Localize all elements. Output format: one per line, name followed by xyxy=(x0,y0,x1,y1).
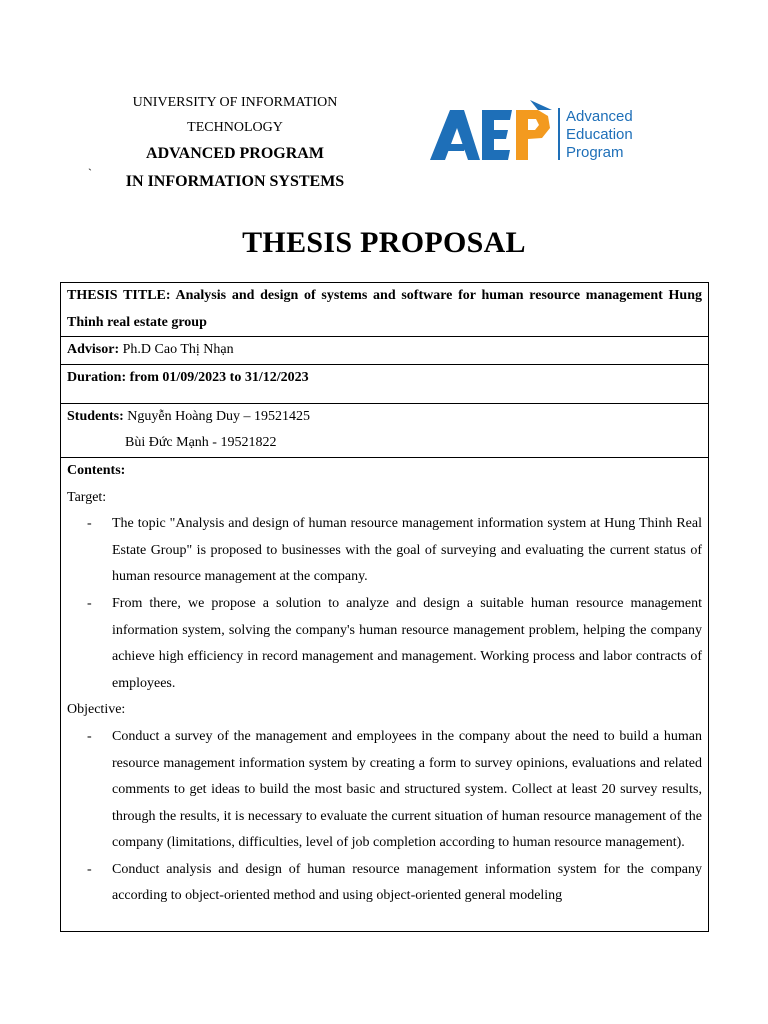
table-row-duration xyxy=(61,364,709,403)
list-item xyxy=(67,857,702,910)
objective-list xyxy=(67,724,702,910)
document-title: THESIS PROPOSAL xyxy=(242,226,526,259)
university-name-line2: TECHNOLOGY xyxy=(187,120,283,135)
thesis-title-label: THESIS TITLE: xyxy=(67,288,171,303)
logo-text-line2: Education xyxy=(566,126,633,143)
table-row-advisor xyxy=(61,337,709,365)
list-item xyxy=(67,591,702,697)
target-list xyxy=(67,511,702,697)
logo-text-line1: Advanced xyxy=(566,108,633,125)
advisor-value: Ph.D Cao Thị Nhạn xyxy=(122,342,234,358)
aep-logo xyxy=(430,98,650,164)
objective-item-1: Conduct a survey of the management and employees in the company about the need to build a human resource management information system by creating a form to survey opinions, evaluations and related comments to get ideas to build the most basic and structured system. Collect at least 20 survey results, through the results, it is necessary to evaluate the current situation of human resource management of the company (limitations, difficulties, level of job completion according to human resource management). xyxy=(112,728,702,851)
program-name-line2: IN INFORMATION SYSTEMS xyxy=(125,173,345,190)
table-row-contents xyxy=(61,457,709,931)
list-item xyxy=(67,724,702,857)
advisor-label: Advisor: xyxy=(67,342,120,358)
students-label: Students: xyxy=(67,408,124,424)
logo-text-line3: Program xyxy=(566,144,624,161)
stray-tick-mark: ` xyxy=(88,166,92,180)
student-2: Bùi Đức Mạnh - 19521822 xyxy=(125,435,277,451)
target-label: Target: xyxy=(67,489,107,505)
target-item-2: From there, we propose a solution to analyze and design a suitable human resource management information system, solving the company's human resource management problem, helping the company achieve high efficiency in record management and management. Working process and labor contracts of employees. xyxy=(112,595,702,691)
university-header xyxy=(100,90,370,196)
list-item xyxy=(67,511,702,591)
contents-label: Contents: xyxy=(67,462,126,478)
student-1: Nguyễn Hoàng Duy – 19521425 xyxy=(127,408,311,424)
target-item-1: The topic "Analysis and design of human resource management information system at Hung Thinh Real Estate Group" is proposed to businesses with the goal of surveying and evaluating the current status of human resource management at the company. xyxy=(112,516,702,585)
objective-item-2: Conduct analysis and design of human resource management information system for the company according to object-oriented method and using object-oriented general modeling xyxy=(112,861,702,904)
thesis-title-value: Analysis and design of systems and software for human resource management Hung Thinh real estate group xyxy=(67,288,702,330)
duration-cell: Duration: from 01/09/2023 to 31/12/2023 xyxy=(61,364,709,403)
thesis-title-cell xyxy=(61,283,709,337)
dash-bullet: - xyxy=(87,728,92,744)
contents-cell xyxy=(61,457,709,931)
table-row-title xyxy=(61,283,709,337)
dash-bullet: - xyxy=(87,861,92,877)
dash-bullet: - xyxy=(87,595,92,611)
objective-label: Objective: xyxy=(67,702,126,718)
dash-bullet: - xyxy=(87,516,92,532)
students-cell xyxy=(61,403,709,457)
advisor-cell xyxy=(61,337,709,365)
university-name-line1: UNIVERSITY OF INFORMATION xyxy=(132,95,338,110)
table-row-students xyxy=(61,403,709,457)
proposal-table xyxy=(60,282,709,932)
program-name-line1: ADVANCED PROGRAM xyxy=(146,145,324,162)
aep-logo-graphic xyxy=(430,98,650,164)
